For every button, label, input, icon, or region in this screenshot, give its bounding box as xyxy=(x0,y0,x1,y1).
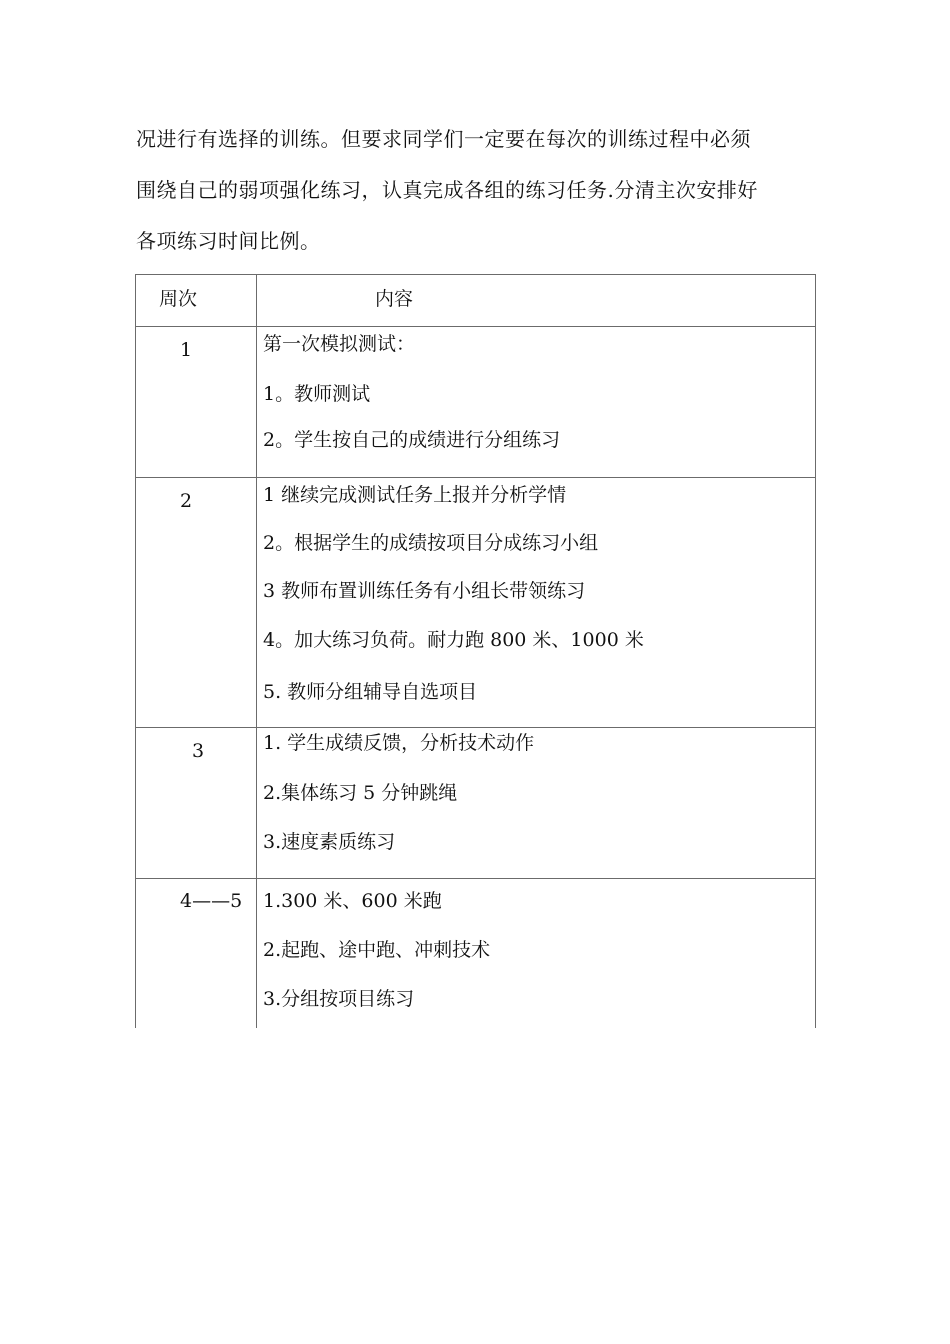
content-item: 1.300 米、600 米跑 xyxy=(263,890,442,912)
week-cell: 4——5 xyxy=(180,890,243,912)
content-item: 1。教师测试 xyxy=(263,383,371,405)
content-item: 1. 学生成绩反馈，分析技术动作 xyxy=(263,732,535,754)
table-row xyxy=(135,727,816,878)
intro-line-3: 各项练习时间比例。 xyxy=(136,229,321,253)
week-cell: 1 xyxy=(180,339,193,361)
week-cell: 3 xyxy=(192,740,205,762)
table-row xyxy=(135,326,816,477)
content-item: 4。加大练习负荷。耐力跑 800 米、1000 米 xyxy=(263,629,644,651)
intro-line-2: 围绕自己的弱项强化练习，认真完成各组的练习任务.分清主次安排好 xyxy=(136,178,758,202)
content-item: 2。根据学生的成绩按项目分成练习小组 xyxy=(263,532,599,554)
content-item: 5. 教师分组辅导自选项目 xyxy=(263,681,478,703)
content-item: 2.集体练习 5 分钟跳绳 xyxy=(263,782,458,804)
table-header-row xyxy=(135,274,816,326)
table-row xyxy=(135,878,816,1028)
table-row xyxy=(135,477,816,727)
header-week: 周次 xyxy=(159,288,198,310)
intro-line-1: 况进行有选择的训练。但要求同学们一定要在每次的训练过程中必须 xyxy=(136,127,751,151)
content-item: 第一次模拟测试： xyxy=(263,333,416,355)
content-item: 2。学生按自己的成绩进行分组练习 xyxy=(263,429,561,451)
week-cell: 2 xyxy=(180,490,193,512)
content-item: 3.速度素质练习 xyxy=(263,831,396,853)
content-item: 3 教师布置训练任务有小组长带领练习 xyxy=(263,580,586,602)
content-item: 2.起跑、途中跑、冲刺技术 xyxy=(263,939,491,961)
training-schedule-table xyxy=(135,274,816,1028)
content-item: 3.分组按项目练习 xyxy=(263,988,415,1010)
content-item: 1 继续完成测试任务上报并分析学情 xyxy=(263,484,567,506)
header-content: 内容 xyxy=(375,288,414,310)
